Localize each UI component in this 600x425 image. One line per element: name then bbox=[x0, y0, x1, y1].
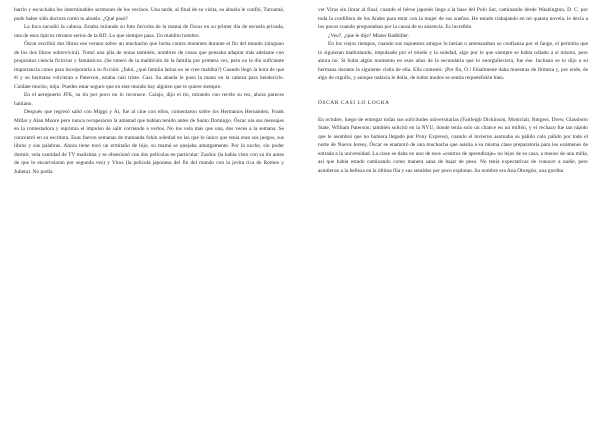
section-gap bbox=[318, 83, 588, 99]
paragraph: La Inca sacudió la cabeza. Estaba mirando su foto favorita de la mamá de Óscar en su primer día de escuela privada, una de esos típicos retratos serios de la RD. Lo que siempre pasa. Un maldito hombre. bbox=[14, 24, 284, 39]
paragraph: barrio y escuchaba los interminables sermones de los vecinos. Una tarde, al final de su visita, su abuela le confió, Turnamá, pude haber sido doctora como tu abuelo. ¿Qué pasó? bbox=[14, 7, 284, 22]
paragraph: Después que regresó salió con Miggs y Al, fue al cine con ellos, comentaron sobre los Hermanos Hernández, Frank Millar y Alan Moore pero nunca recuperaron la amistad que habían tenido antes de Santo Domingo. Óscar oía sus mensajes en la contestadora y reprimía el impulso de salir corriendo a verlos. No los vela más que una, dos veces a la semana. Se concentró en su escritura. Esas fueron semanas de tramanda fokin soledad en las que lo único que tenía eran sus juegos, sus libros y sus palabras. Ahora tiene tocó un ermitaño de hijo, su mamá se quejaba amargamente. Por la noche, sin poder dormir, veía cantidad de TV malísima y se obsesionó con dos películas en particular: Zardoz (la había visto con su tío antes de que lo encarcelaran por segunda vez) y Virus (la película japonesa del fin del mundo con la jevita rica de Romeo y Julieta). No podía bbox=[14, 109, 284, 175]
paragraph: ¿Veo?, ¿que le dije? Mister Badhiller. bbox=[328, 32, 409, 39]
paragraph: En los viejos tiempos, cuando sus supuestos amigos lo herían o amenazaban su confianza por el fango, el permitía que lo siguieran maltratando, impulsado por el miedo y la soledad, algo por lo que siempre se había odiado a sí mismo, pero ahora no. Si hubo algún momento en esos años de la secundaria que lo enorgulleciera, fue ése. Inclusio se lo dijo a su hermana durante la siguiente visita de ella. Ella contestó: ¡Por fin, O.! Finalmente daba muestras de firmeza y, por ende, de algo de orgullo, y aunque todavía le dolía, de todos modos se sentía requetefokin bien. bbox=[318, 41, 588, 81]
right-page bbox=[318, 6, 588, 418]
paragraph: ver Virus sin llorar al final, cuando el héroe japonés llega a la base del Polo Sur, caminando desde Washington, D. C. por toda la cordillera de los Andes para estar con la mujer de sus sueños. He estado trabajando en mi quanta novela, le decía a los pocos cuando preguntaban por la causa de su ausencia. Es increíble. bbox=[318, 7, 588, 30]
paragraph: En octubre, luego de entregar todas sus solicitudes universitarias (Fairleigh Dickinson, Montclair, Rutgers, Drew, Glassboro State, William Paterson; también solicitó en la NYU, donde tenía solo un chance en un millón, y el rechazo fue tan rápido que le asombró que no hubiera llegado por Pony Express), cuando el invierno asomaba su pálido culo pálido por todo el norte de Nueva Jersey, Óscar se enamoró de una muchacha que asistía a su misma clase preparatoria para los exámenes de entrada a la universidad. La clase se daba en uno de esos «centros de aprendizaje» no lejos de su casa, a menos de una milla, así que había estado caminando como manera sana de bajar de peso. No tenía expectativas de conocer a nadie, pero asintieron a la belleza en la última fila y sus sentidos por poco explotan. Su nombre era Ana Obregón, una gordita bbox=[318, 116, 588, 174]
section-gap bbox=[318, 107, 588, 116]
left-page bbox=[14, 6, 284, 418]
section-heading: ÓSCAR CASI LO LOGRA bbox=[318, 99, 390, 106]
paragraph: En el aeropuerto JFK, su tío por poco no lo reconoce. Carajo, dijo el tío, mirando con recelo su tez, ahora pareces haitiano. bbox=[14, 92, 284, 107]
paragraph: Óscar escribió dos libros ese verano sobre un muchacho que lucha contra mutantes durante el fin del mundo (ninguno de los dos libros sobrevivirá). Tomó una pila de notas también, nombres de cosas que pensaba adaptar más adelante con propósitos ciencia ficticios y fantásticos. (Se enteró de la maldición de la familia por primera vez, pero no le dio suficiente importancia como para incorporarla a su ficción: ¿fukú, ¿qué familia latina no se cree maldita?) Cuando llegó la hora de que él y su hermana volvieran a Paterson, estaba casi triste. Casi. Su abuela le puso la mano en la cabeza para bendecirlo. Cuídate mucho, mijo. Puedes estar seguro que en este mundo hay alguien que te quiere siempre. bbox=[14, 41, 284, 90]
